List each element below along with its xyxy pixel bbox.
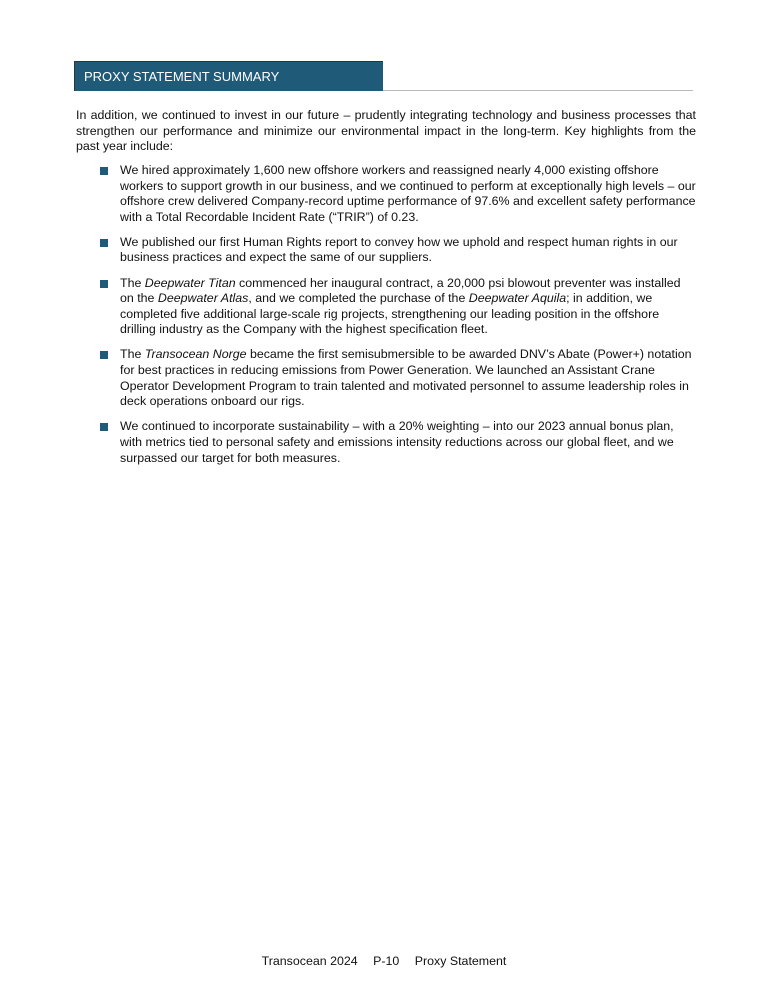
footer-page-number: P-10 [373, 954, 400, 968]
footer-company: Transocean 2024 [261, 954, 358, 968]
square-bullet-icon [100, 280, 108, 288]
list-item-text: ; in addition, we completed five additional large-scale rig projects, strengthening our leading position in the offshore drilling industry as the Company with the highest specification fleet. [120, 291, 660, 337]
list-item-text: became the first semisubmersible to be awarded DNV’s Abate (Power+) notation for best practices in reducing emissions from Power Generation. We launched an Assistant Crane Operator Development Program to train talented and motivated personnel to assume leadership roles in deck operations onboard our rigs. [120, 347, 692, 409]
square-bullet-icon [100, 351, 108, 359]
list-item [76, 419, 696, 466]
square-bullet-icon [100, 167, 108, 175]
highlights-list [76, 163, 696, 476]
rig-name: Deepwater Atlas [157, 291, 249, 306]
square-bullet-icon [100, 239, 108, 247]
intro-paragraph: In addition, we continued to invest in our future – prudently integrating technology and business processes that strengthen our performance and minimize our environmental impact in the long-term. Key highlights from the past year include: [76, 108, 696, 154]
rig-name: Transocean Norge [144, 347, 247, 362]
list-item-text: The [120, 275, 145, 290]
list-item-text: We published our first Human Rights report to convey how we uphold and respect human rights in our business practices and expect the same of our suppliers. [120, 234, 678, 265]
list-item [76, 163, 696, 225]
footer-doc-title: Proxy Statement [414, 954, 507, 968]
rig-name: Deepwater Aquila [468, 291, 567, 306]
header-rule [383, 90, 693, 91]
list-item [76, 347, 696, 409]
list-item-text: We continued to incorporate sustainability – with a 20% weighting – into our 2023 annual bonus plan, with metrics tied to personal safety and emissions intensity reductions across our global fleet, and we surpassed our target for both measures. [120, 419, 674, 465]
list-item-text: We hired approximately 1,600 new offshore workers and reassigned nearly 4,000 existing offshore workers to support growth in our business, and we continued to perform at exceptionally high levels – our offshore crew delivered Company-record uptime performance of 97.6% and excellent safety performance with a Total Recordable Incident Rate (“TRIR”) of 0.23. [120, 163, 696, 224]
list-item-text: The [120, 347, 145, 362]
square-bullet-icon [100, 423, 108, 431]
list-item [76, 276, 696, 338]
list-item [76, 235, 696, 266]
rig-name: Deepwater Titan [144, 275, 236, 290]
page-footer [0, 954, 768, 968]
section-header: PROXY STATEMENT SUMMARY [74, 61, 383, 91]
list-item-text: commenced her inaugural contract, a 20,000 psi blowout preventer was installed on the [120, 275, 681, 306]
list-item-text: , and we completed the purchase of the [248, 291, 469, 306]
